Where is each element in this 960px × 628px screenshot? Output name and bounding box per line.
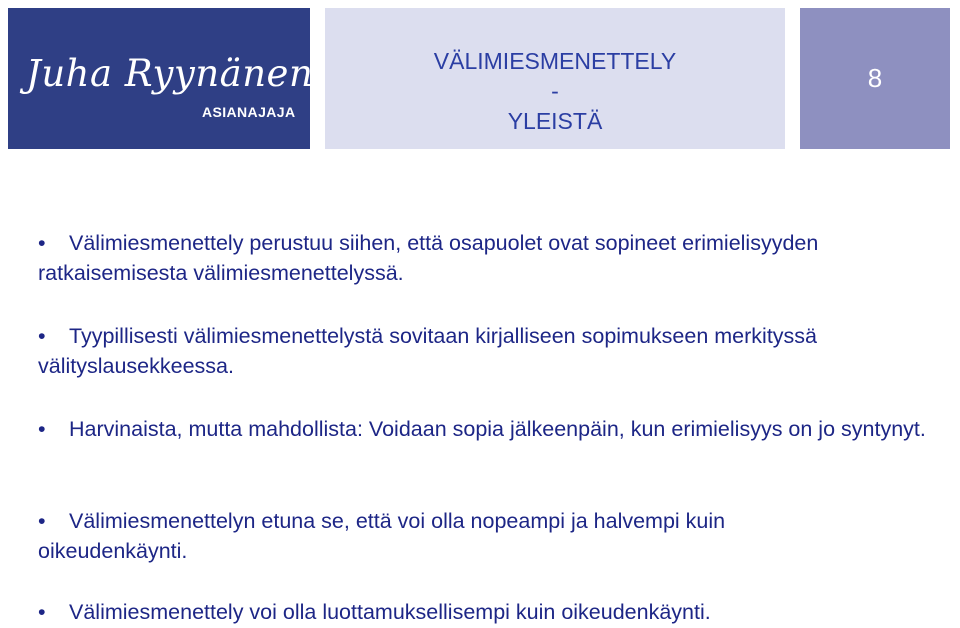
bullet-text: Välimiesmenettely voi olla luottamuksellisempi kuin oikeudenkäynti. bbox=[69, 600, 711, 624]
slide-title-line-2: YLEISTÄ bbox=[507, 108, 603, 134]
bullet-dot: • bbox=[38, 417, 46, 441]
page-number-panel bbox=[800, 8, 950, 149]
bullet-item bbox=[38, 414, 960, 444]
slide-title-line-1: VÄLIMIESMENETTELY bbox=[433, 48, 677, 74]
bullet-dot: • bbox=[38, 231, 46, 255]
bullet-dot: • bbox=[38, 324, 46, 348]
bullet-item bbox=[38, 597, 960, 627]
slide-title-separator: - bbox=[551, 78, 559, 104]
bullet-item bbox=[38, 506, 818, 566]
bullet-text: Välimiesmenettelyn etuna se, että voi olla nopeampi ja halvempi kuin oikeudenkäynti. bbox=[38, 509, 726, 563]
logo-signature: Juha Ryynänen bbox=[26, 52, 314, 95]
bullet-text: Välimiesmenettely perustuu siihen, että osapuolet ovat sopineet erimielisyyden ratkaisemisesta välimiesmenettelyssä. bbox=[38, 231, 819, 285]
page-number: 8 bbox=[867, 63, 883, 93]
bullet-item bbox=[38, 321, 960, 381]
bullet-item bbox=[38, 228, 960, 288]
bullet-dot: • bbox=[38, 600, 46, 624]
logo-subtitle: ASIANAJAJA bbox=[202, 104, 296, 120]
bullet-dot: • bbox=[38, 509, 46, 533]
slide-title-panel bbox=[325, 8, 785, 149]
bullet-text: Tyypillisesti välimiesmenettelystä sovitaan kirjalliseen sopimukseen merkityssä välityslausekkeessa. bbox=[38, 324, 817, 378]
logo-panel bbox=[8, 8, 314, 149]
bullet-text: Harvinaista, mutta mahdollista: Voidaan sopia jälkeenpäin, kun erimielisyys on jo syntynyt. bbox=[69, 417, 926, 441]
